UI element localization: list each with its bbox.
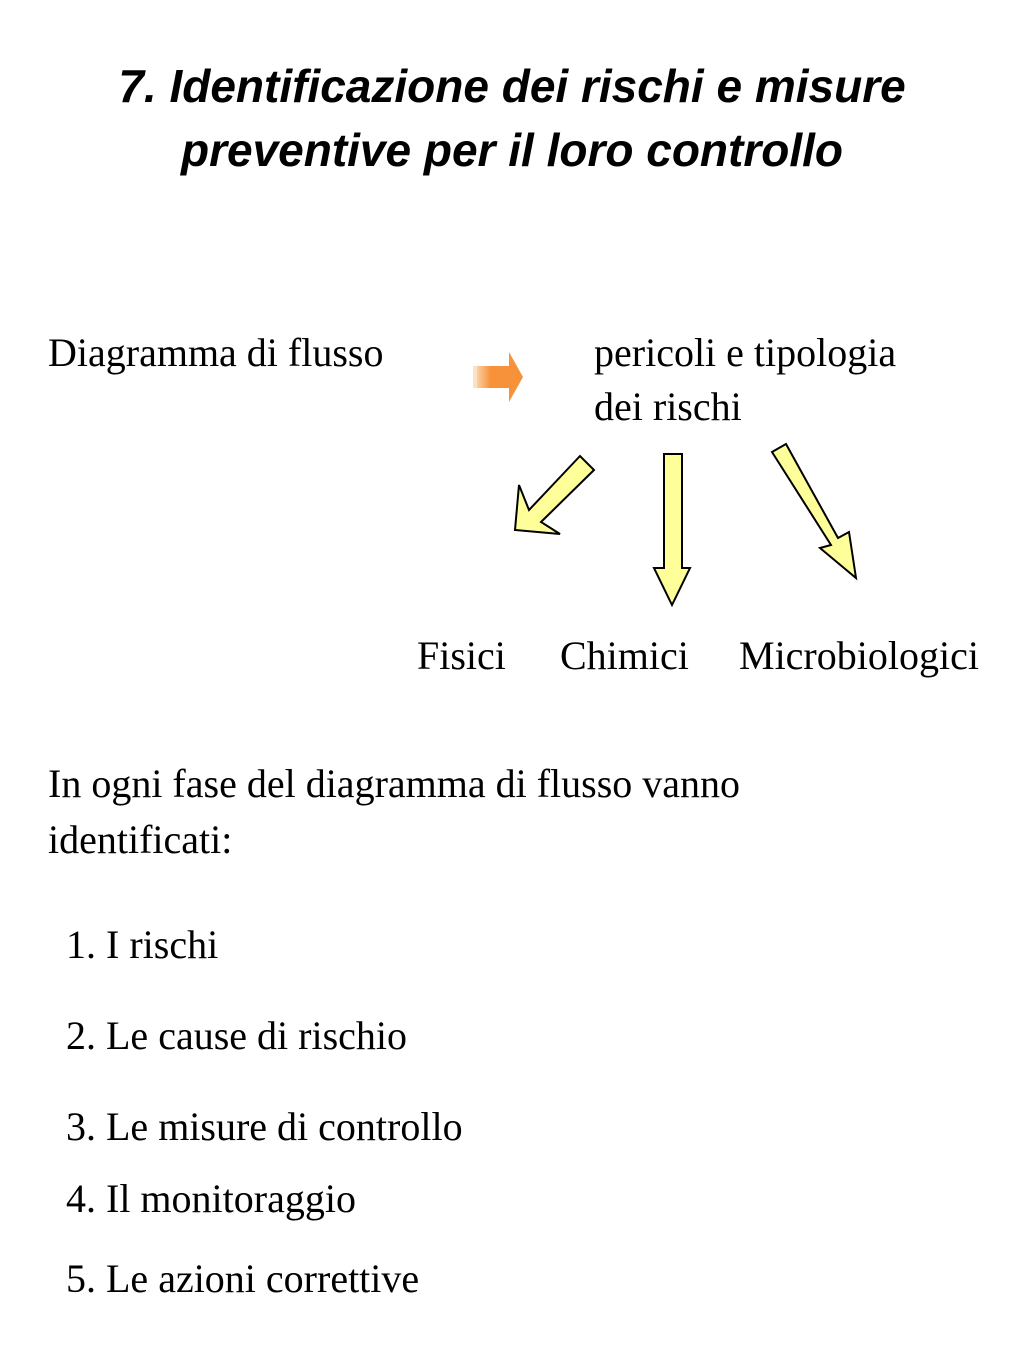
list-item-3: 3. Le misure di controllo [66, 1104, 463, 1149]
title-line-2: preventive per il loro controllo [180, 124, 843, 176]
yellow-down-arrow-icon [654, 454, 690, 605]
flow-target-label-line-2: dei rischi [594, 384, 742, 429]
list-item-1: 1. I rischi [66, 922, 219, 967]
list-item-5: 5. Le azioni correttive [66, 1256, 420, 1301]
yellow-down-left-arrow-icon [515, 456, 594, 534]
intro-text-line-1: In ogni fase del diagramma di flusso vanno [48, 761, 741, 806]
intro-text-line-2: identificati: [48, 817, 233, 862]
flow-target-label-line-1: pericoli e tipologia [594, 330, 897, 375]
category-microbiologici: Microbiologici [739, 633, 979, 678]
flow-source-label: Diagramma di flusso [48, 330, 384, 375]
category-chimici: Chimici [560, 633, 689, 678]
title-line-1: 7. Identificazione dei rischi e misure [118, 60, 906, 112]
orange-right-arrow-icon [473, 352, 523, 402]
category-fisici: Fisici [417, 633, 506, 678]
list-item-2: 2. Le cause di rischio [66, 1013, 407, 1058]
yellow-down-right-arrow-icon [772, 444, 856, 578]
list-item-4: 4. Il monitoraggio [66, 1176, 356, 1221]
